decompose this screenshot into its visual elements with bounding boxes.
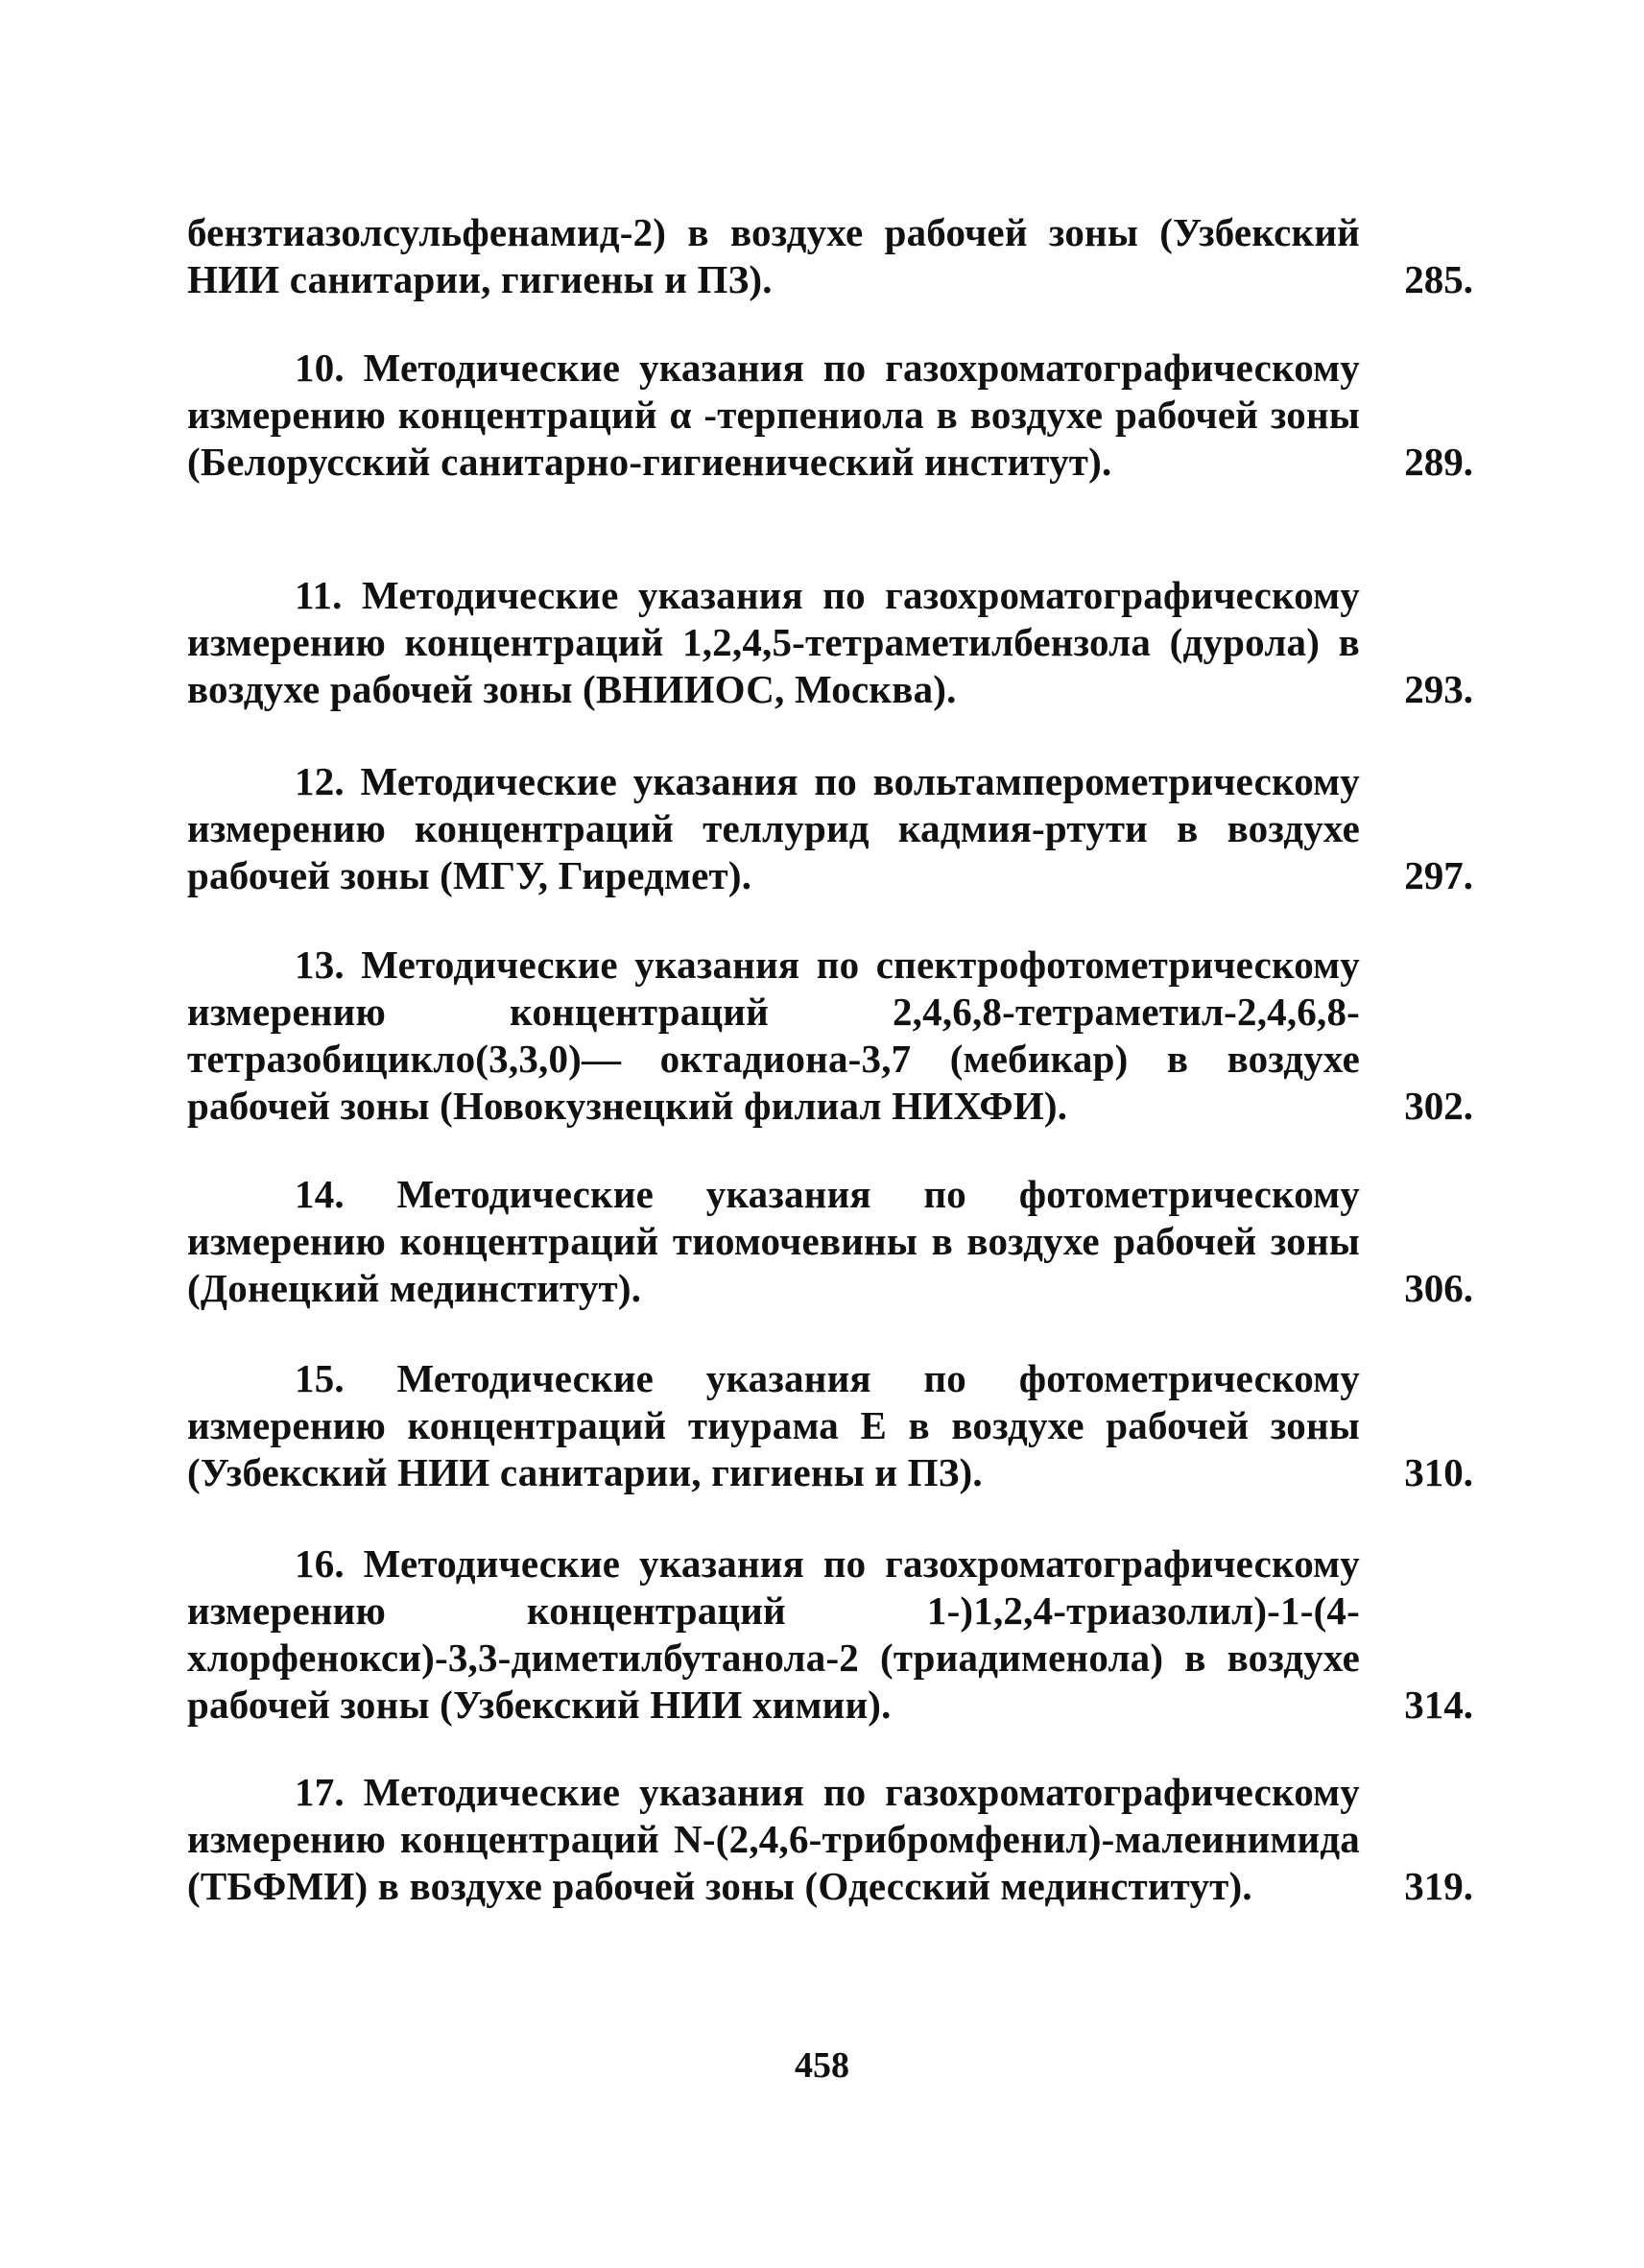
toc-entry-page-number: 302. [1404, 1084, 1473, 1128]
toc-entry-text: 11. Методические указания по газохроматографическому измерению концентраций 1,2,4,5-тетраметилбензола (дурола) в воздухе рабочей зоны (ВНИИОС, Москва). [187, 573, 1360, 711]
toc-entry-text: 15. Методические указания по фотометрическому измерению концентраций тиурама Е в воздухе рабочей зоны (Узбекский НИИ санитарии, гигиены и ПЗ). [187, 1356, 1360, 1494]
toc-entry-text: бензтиазолсульфенамид-2) в воздухе рабочей зоны (Узбекский НИИ санитарии, гигиены и ПЗ). [187, 210, 1360, 301]
toc-entry-text: 16. Методические указания по газохроматографическому измерению концентраций 1-)1,2,4-триазолил)-1-(4-хлорфенокси)-3,3-диметилбутанола-2 (триадименола) в воздухе рабочей зоны (Узбекский НИИ химии). [187, 1541, 1360, 1727]
toc-entry-16 [187, 1540, 1473, 1729]
toc-entry-page-number: 310. [1404, 1450, 1473, 1494]
toc-entry-14 [187, 1171, 1473, 1312]
toc-entry-page-number: 314. [1404, 1683, 1473, 1727]
toc-entry-text: 14. Методические указания по фотометрическому измерению концентраций тиомочевины в воздухе рабочей зоны (Донецкий мединститут). [187, 1172, 1360, 1310]
toc-entry-13 [187, 942, 1473, 1130]
toc-entry-12 [187, 758, 1473, 899]
toc-entry-text: 13. Методические указания по спектрофотометрическому измерению концентраций 2,4,6,8-тетраметил-2,4,6,8-тетразобицикло(3,3,0)— октадиона-3,7 (мебикар) в воздухе рабочей зоны (Новокузнецкий филиал НИХФИ). [187, 943, 1360, 1128]
page-number-footer: 458 [795, 2045, 849, 2086]
toc-entry-15 [187, 1355, 1473, 1496]
toc-entry-11 [187, 572, 1473, 713]
toc-entry-10 [187, 345, 1473, 486]
toc-entry-17 [187, 1769, 1473, 1910]
toc-entry-text: 12. Методические указания по вольтамперометрическому измерению концентраций теллурид кадмия-ртути в воздухе рабочей зоны (МГУ, Гиредмет). [187, 759, 1360, 897]
toc-entry-continued [187, 209, 1473, 303]
toc-entry-page-number: 297. [1404, 853, 1473, 897]
toc-entry-text: 10. Методические указания по газохроматографическому измерению концентраций α -терпениола в воздухе рабочей зоны (Белорусский санитарно-гигиенический институт). [187, 346, 1360, 484]
toc-entry-page-number: 306. [1404, 1266, 1473, 1310]
toc-entry-page-number: 319. [1404, 1864, 1473, 1908]
toc-entry-text: 17. Методические указания по газохроматографическому измерению концентраций N-(2,4,6-трибромфенил)-малеинимида (ТБФМИ) в воздухе рабочей зоны (Одесский мединститут). [187, 1770, 1360, 1908]
toc-entry-page-number: 285. [1404, 257, 1473, 301]
toc-entry-page-number: 293. [1404, 667, 1473, 711]
toc-entry-page-number: 289. [1404, 440, 1473, 484]
